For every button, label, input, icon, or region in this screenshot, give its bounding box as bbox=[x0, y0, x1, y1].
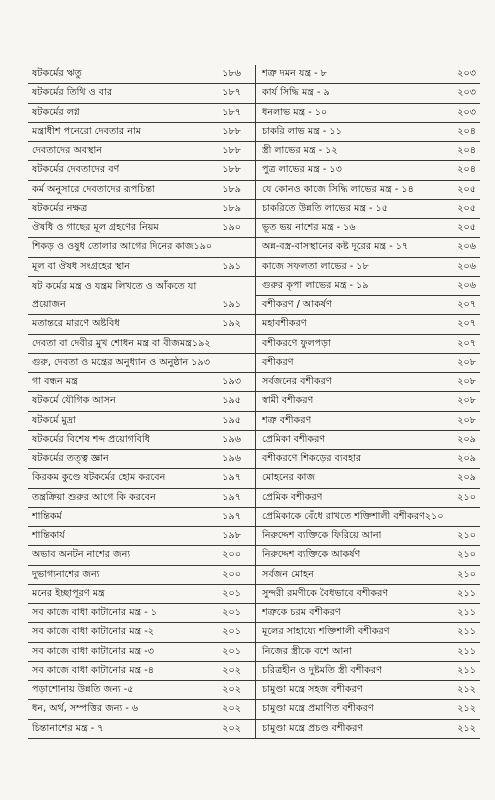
toc-entry-page-number: ২০৭ bbox=[457, 318, 476, 330]
toc-entry-page-number: ২০৯ bbox=[457, 433, 476, 445]
toc-entry bbox=[256, 700, 480, 719]
toc-entry bbox=[256, 431, 480, 450]
toc-entry-title: নিজের স্ত্রীকে বশে আনা bbox=[262, 645, 352, 657]
toc-entry-page-number: ২১২ bbox=[457, 684, 476, 695]
toc-entry-title: ধন, অর্থ, সম্পত্তির জন্য - ৬ bbox=[32, 703, 139, 715]
toc-entry-page-number: ২০৬ bbox=[457, 260, 476, 272]
toc-entry bbox=[256, 623, 480, 642]
toc-entry-page-number: ২১১ bbox=[457, 587, 476, 599]
toc-entry-title: নিরুদ্দেশ ব্যক্তিকে আকর্ষণ bbox=[262, 549, 361, 561]
toc-entry-page-number: ২০০ bbox=[222, 568, 241, 580]
toc-entry-page-number: ১৯৬ bbox=[222, 453, 241, 464]
toc-entry-page-number: ১৮৬ bbox=[222, 68, 241, 79]
toc-entry-title: কাজে সফলতা লাভের - ১৮ bbox=[262, 260, 369, 272]
toc-entry-title: বশীকরণ / আকর্ষণ bbox=[262, 299, 332, 310]
toc-entry-title: শত্রুকে চরম বশীকরণ bbox=[262, 607, 341, 618]
toc-entry-title: চরিত্রহীন ও দুষ্টমতি স্ত্রী বশীকরণ bbox=[262, 664, 382, 676]
toc-entry-title: প্রেমিকা বশীকরণ bbox=[262, 433, 326, 445]
toc-entry-title: চামুণ্ডা মন্ত্রে প্রমাণিত বশীকরণ bbox=[262, 703, 374, 715]
toc-entry bbox=[256, 142, 480, 161]
toc-entry bbox=[28, 720, 256, 739]
toc-entry-title: গুরু, দেবতা ও মন্ত্রের অনুধ্যান ও অনুষ্ঠান ১৯৩ bbox=[32, 356, 210, 368]
toc-entry-page-number: ২১২ bbox=[457, 703, 476, 715]
toc-entry-page-number: ২১০ bbox=[457, 491, 476, 503]
toc-entry bbox=[28, 546, 256, 565]
toc-entry bbox=[256, 662, 480, 681]
toc-entry bbox=[256, 181, 480, 200]
toc-entry bbox=[256, 84, 480, 103]
toc-entry bbox=[28, 123, 256, 142]
toc-entry bbox=[28, 335, 256, 354]
toc-entry-page-number: ২০১ bbox=[222, 645, 241, 657]
toc-entry-page-number: ১৯১ bbox=[222, 299, 241, 310]
toc-entry bbox=[28, 200, 256, 219]
toc-entry-page-number: ১৮৭ bbox=[222, 106, 241, 118]
toc-entry bbox=[256, 450, 480, 469]
toc-entry-title: মতান্তরে মারণে অষ্টবিধ bbox=[32, 318, 120, 330]
toc-entry-page-number: ২০৬ bbox=[457, 279, 476, 291]
toc-entry bbox=[28, 469, 256, 488]
toc-entry-page-number: ২০৮ bbox=[457, 356, 476, 368]
toc-entry-page-number: ২১০ bbox=[457, 530, 476, 541]
toc-entry bbox=[256, 681, 480, 700]
toc-entry-title: শত্রু দমন যন্ত্র - ৮ bbox=[262, 68, 327, 79]
toc-entry-title: চাকরিতে উন্নতি লাভের মন্ত্র - ১৫ bbox=[262, 202, 389, 214]
toc-entry bbox=[28, 450, 256, 469]
toc-entry-page-number: ২০৩ bbox=[457, 68, 476, 79]
toc-entry-page-number: ১৮৯ bbox=[222, 183, 241, 195]
toc-entry-page-number: ২০৬ bbox=[457, 241, 476, 253]
toc-entry-page-number: ১৮৮ bbox=[222, 164, 241, 176]
toc-entry bbox=[28, 84, 256, 103]
toc-entry-page-number: ২০২ bbox=[222, 664, 241, 676]
toc-entry-title: স্বামী বশীকরণ bbox=[262, 395, 314, 407]
toc-entry-page-number: ১৮৭ bbox=[222, 87, 241, 99]
toc-entry-page-number: ২০৯ bbox=[457, 453, 476, 464]
toc-entry-title: মূল বা ঔষধ সংগ্রহের স্থান bbox=[32, 260, 131, 272]
toc-entry-page-number: ২০১ bbox=[222, 607, 241, 618]
toc-entry bbox=[28, 585, 256, 604]
toc-right-column bbox=[256, 65, 480, 739]
toc-entry-title: শান্তিকার্য bbox=[32, 530, 65, 541]
toc-entry-title: ভূত ভয় নাশের মন্ত্র - ১৬ bbox=[262, 222, 356, 233]
toc-entry-page-number: ২০৫ bbox=[457, 222, 476, 233]
toc-entry bbox=[28, 277, 256, 316]
toc-entry bbox=[256, 469, 480, 488]
toc-entry-title: মোহনের কাজ bbox=[262, 472, 316, 484]
toc-entry-title: ষটকর্মের দেবতাদের বর্ণ bbox=[32, 164, 120, 176]
toc-entry-page-number: ২১১ bbox=[457, 607, 476, 618]
toc-entry-page-number: ২০৫ bbox=[457, 202, 476, 214]
toc-entry bbox=[28, 392, 256, 411]
toc-entry bbox=[256, 354, 480, 373]
toc-entry bbox=[256, 315, 480, 334]
table-of-contents bbox=[28, 65, 480, 739]
toc-entry-page-number: ২১০ bbox=[457, 549, 476, 561]
toc-entry bbox=[256, 412, 480, 431]
toc-entry-page-number: ২০০ bbox=[222, 549, 241, 561]
toc-entry bbox=[256, 258, 480, 277]
toc-entry bbox=[256, 527, 480, 546]
toc-entry-title: ষটকর্মের বিশেষ শব্দ প্রয়োগবিধি bbox=[32, 433, 151, 445]
toc-entry-title: অভাব অনটন নাশের জন্য bbox=[32, 549, 131, 561]
toc-entry bbox=[28, 681, 256, 700]
toc-entry-title: বশীকরণ bbox=[262, 356, 294, 368]
toc-entry bbox=[28, 508, 256, 527]
toc-entry-title: শত্রু বশীকরণ bbox=[262, 414, 312, 426]
toc-entry-title: নিরুদ্দেশ ব্যক্তিকে ফিরিয়ে আনা bbox=[262, 530, 382, 541]
toc-entry-title: দেবতাদের অবস্থান bbox=[32, 145, 102, 156]
toc-entry-page-number: ১৯৭ bbox=[222, 510, 241, 522]
toc-entry-page-number: ২০২ bbox=[222, 684, 241, 695]
toc-entry bbox=[256, 277, 480, 296]
toc-entry-page-number: ১৯০ bbox=[222, 222, 241, 233]
toc-entry-page-number: ১৯৫ bbox=[222, 414, 241, 426]
toc-entry-title: সব কাজে বাধা কাটানোর মন্ত্র -৩ bbox=[32, 645, 154, 657]
toc-entry-title: প্রেমিক বশীকরণ bbox=[262, 491, 323, 503]
toc-entry bbox=[256, 392, 480, 411]
toc-entry-title: মন্ত্রাধীশ পনেরো দেবতার নাম bbox=[32, 125, 142, 137]
toc-entry bbox=[28, 373, 256, 392]
toc-entry-page-number: ১৯৭ bbox=[222, 491, 241, 503]
toc-entry-title: সর্বজন মোহন bbox=[262, 568, 314, 580]
toc-entry-title: যে কোনও কাজে সিদ্ধি লাভের মন্ত্র - ১৪ bbox=[262, 183, 414, 195]
toc-entry-title: বশীকরণে শিকড়ের ব্যবহার bbox=[262, 453, 362, 464]
toc-entry-title: ঔষধি ও গাছের মূল গ্রহণের নিয়ম bbox=[32, 222, 159, 233]
toc-entry bbox=[28, 219, 256, 238]
toc-entry bbox=[256, 238, 480, 257]
toc-entry bbox=[256, 508, 480, 527]
toc-entry-page-number: ১৯৩ bbox=[222, 376, 241, 387]
toc-entry-page-number: ১৮৯ bbox=[222, 202, 241, 214]
toc-entry-title: শান্তিকর্ম bbox=[32, 510, 62, 522]
toc-entry-page-number: ২০৫ bbox=[457, 183, 476, 195]
toc-entry-page-number: ১৯৮ bbox=[222, 530, 241, 541]
toc-entry bbox=[28, 489, 256, 508]
toc-entry-page-number: ২০৮ bbox=[457, 414, 476, 426]
toc-entry-title: চামুণ্ডা মন্ত্রে প্রচণ্ড বশীকরণ bbox=[262, 722, 364, 734]
toc-entry-page-number: ২০৯ bbox=[457, 472, 476, 484]
toc-entry-page-number: ২১২ bbox=[457, 722, 476, 734]
toc-entry bbox=[28, 142, 256, 161]
toc-entry bbox=[256, 585, 480, 604]
toc-entry-title: কার্য সিদ্ধি মন্ত্র - ৯ bbox=[262, 87, 330, 99]
toc-entry-title: সব কাজে বাধা কাটানোর মন্ত্র -২ bbox=[32, 626, 154, 638]
toc-entry-page-number: ২০৪ bbox=[457, 164, 476, 176]
toc-entry-title: মূলের সাহায্যে শক্তিশালী বশীকরণ bbox=[262, 626, 390, 638]
toc-entry bbox=[28, 65, 256, 84]
toc-entry-page-number: ২১১ bbox=[457, 626, 476, 638]
toc-entry-page-number: ১৮৮ bbox=[222, 145, 241, 156]
toc-entry-page-number: ২০৭ bbox=[457, 299, 476, 310]
toc-entry-page-number: ২০১ bbox=[222, 626, 241, 638]
toc-entry-title: শিকড় ও ওষুধ তোলার আগের দিনের কাজ১৯০ bbox=[32, 241, 213, 253]
toc-entry-page-number: ১৮৮ bbox=[222, 125, 241, 137]
toc-entry-title: ষটকর্মে মুদ্রা bbox=[32, 414, 76, 426]
toc-entry-title: চাকরি লাভ মন্ত্র - ১১ bbox=[262, 125, 342, 137]
toc-entry-page-number: ২১১ bbox=[457, 645, 476, 657]
toc-entry bbox=[28, 566, 256, 585]
toc-entry-title: মনের ইচ্ছাপূরণ মন্ত্র bbox=[32, 587, 105, 599]
toc-entry-title: তন্ত্রক্রিয়া শুরুর আগে কি করবেন bbox=[32, 491, 156, 503]
toc-entry-title: মহাবশীকরণ bbox=[262, 318, 307, 330]
toc-entry-title: গা বন্ধন মন্ত্র bbox=[32, 376, 78, 387]
toc-entry bbox=[28, 662, 256, 681]
toc-entry-page-number: ১৯৭ bbox=[222, 472, 241, 484]
toc-entry-title: দেবতা বা দেবীর মুখ শোধন মন্ত্র বা বীজমন্ত্র১৯২ bbox=[32, 337, 211, 349]
toc-entry-title: বশীকরণে ফুলপড়া bbox=[262, 337, 331, 349]
toc-entry-title: সুন্দরী রমণীকে বৈধভাবে বশীকরণ bbox=[262, 587, 389, 599]
toc-entry-title: সর্বজনের বশীকরণ bbox=[262, 376, 332, 387]
toc-entry-title: ষটকর্মের ঋতু bbox=[32, 68, 82, 79]
toc-entry bbox=[256, 219, 480, 238]
toc-entry bbox=[256, 604, 480, 623]
toc-entry bbox=[28, 161, 256, 180]
toc-entry-title: কর্ম অনুসারে দেবতাদের রূপচিন্তা bbox=[32, 183, 155, 195]
toc-entry-title: ষটকর্মের তত্ত্ব জ্ঞান bbox=[32, 453, 109, 464]
toc-left-column bbox=[28, 65, 256, 739]
toc-entry bbox=[256, 335, 480, 354]
toc-entry-title: ষটকর্মের নক্ষত্র bbox=[32, 202, 88, 214]
toc-entry bbox=[28, 181, 256, 200]
toc-entry bbox=[256, 200, 480, 219]
toc-entry-title: পুত্র লাভের মন্ত্র - ১৩ bbox=[262, 164, 342, 176]
toc-entry-title: ধনলাভ মন্ত্র - ১০ bbox=[262, 106, 328, 118]
toc-entry bbox=[28, 412, 256, 431]
toc-entry-title: চিন্তানাশের মন্ত্র - ৭ bbox=[32, 722, 104, 734]
toc-entry-page-number: ১৯১ bbox=[222, 260, 241, 272]
toc-entry bbox=[256, 161, 480, 180]
toc-entry-page-number: ২০৪ bbox=[457, 125, 476, 137]
toc-entry-title: প্রেমিকাকে বেঁধে রাখতে শক্তিশালী বশীকরণ২১০ bbox=[262, 510, 444, 522]
toc-entry-title: দুভাগ্যনাশের জন্য bbox=[32, 568, 100, 580]
toc-entry bbox=[256, 720, 480, 739]
toc-entry-title: ষট কর্মের মন্ত্র ও যন্ত্রম লিখতে ও আঁকতে যা প্রয়োজন bbox=[32, 280, 197, 310]
toc-entry bbox=[28, 315, 256, 334]
toc-entry bbox=[256, 296, 480, 315]
toc-entry bbox=[256, 65, 480, 84]
toc-entry-title: ষটকর্মে যৌগিক আসন bbox=[32, 395, 116, 407]
toc-entry bbox=[256, 489, 480, 508]
toc-entry bbox=[28, 604, 256, 623]
toc-entry bbox=[28, 527, 256, 546]
toc-entry bbox=[28, 104, 256, 123]
toc-entry bbox=[256, 546, 480, 565]
toc-entry bbox=[256, 123, 480, 142]
toc-entry bbox=[28, 238, 256, 257]
toc-entry bbox=[256, 566, 480, 585]
toc-entry bbox=[28, 700, 256, 719]
toc-entry-title: কিরকম কুণ্ডে ষটকর্মের হোম করবেন bbox=[32, 472, 166, 484]
toc-entry-title: গুরুর কৃপা লাভের মন্ত্র - ১৯ bbox=[262, 279, 369, 291]
toc-entry bbox=[28, 258, 256, 277]
toc-entry-page-number: ২১০ bbox=[457, 568, 476, 580]
toc-entry-page-number: ২০৭ bbox=[457, 337, 476, 349]
toc-entry bbox=[28, 623, 256, 642]
toc-entry bbox=[28, 643, 256, 662]
toc-entry-title: সব কাজে বাধা কাটানোর মন্ত্র - ১ bbox=[32, 607, 158, 618]
toc-entry-title: ষটকর্মের তিথি ও বার bbox=[32, 87, 113, 99]
toc-entry-title: অন্ন-বস্ত্র-বাসস্থানের কষ্ট দূরের মন্ত্র - ১৭ bbox=[262, 241, 409, 253]
toc-entry bbox=[28, 354, 256, 373]
toc-entry-page-number: ১৯২ bbox=[222, 318, 241, 330]
toc-entry bbox=[256, 643, 480, 662]
toc-entry-title: চামুণ্ডা মন্ত্রে সহজ বশীকরণ bbox=[262, 684, 363, 695]
toc-entry-page-number: ২০৪ bbox=[457, 145, 476, 156]
toc-entry-page-number: ২০৩ bbox=[457, 87, 476, 99]
toc-entry-page-number: ২০২ bbox=[222, 722, 241, 734]
toc-entry-title: সব কাজে বাধা কাটানোর মন্ত্র -৪ bbox=[32, 664, 154, 676]
toc-entry bbox=[28, 431, 256, 450]
toc-entry-page-number: ২০৮ bbox=[457, 376, 476, 387]
toc-entry-title: ষটকর্মের লগ্ন bbox=[32, 106, 80, 118]
toc-entry-page-number: ২০৩ bbox=[457, 106, 476, 118]
toc-entry-page-number: ২০২ bbox=[222, 703, 241, 715]
toc-entry-page-number: ২০৮ bbox=[457, 395, 476, 407]
toc-entry-page-number: ২১১ bbox=[457, 664, 476, 676]
toc-entry-page-number: ১৯৫ bbox=[222, 395, 241, 407]
toc-entry-title: পড়াশোনায় উন্নতি জন্য -৫ bbox=[32, 684, 134, 695]
toc-entry bbox=[256, 373, 480, 392]
toc-entry bbox=[256, 104, 480, 123]
toc-entry-page-number: ২০১ bbox=[222, 587, 241, 599]
toc-entry-title: স্ত্রী লাভের মন্ত্র - ১২ bbox=[262, 145, 338, 156]
toc-entry-page-number: ১৯৬ bbox=[222, 433, 241, 445]
